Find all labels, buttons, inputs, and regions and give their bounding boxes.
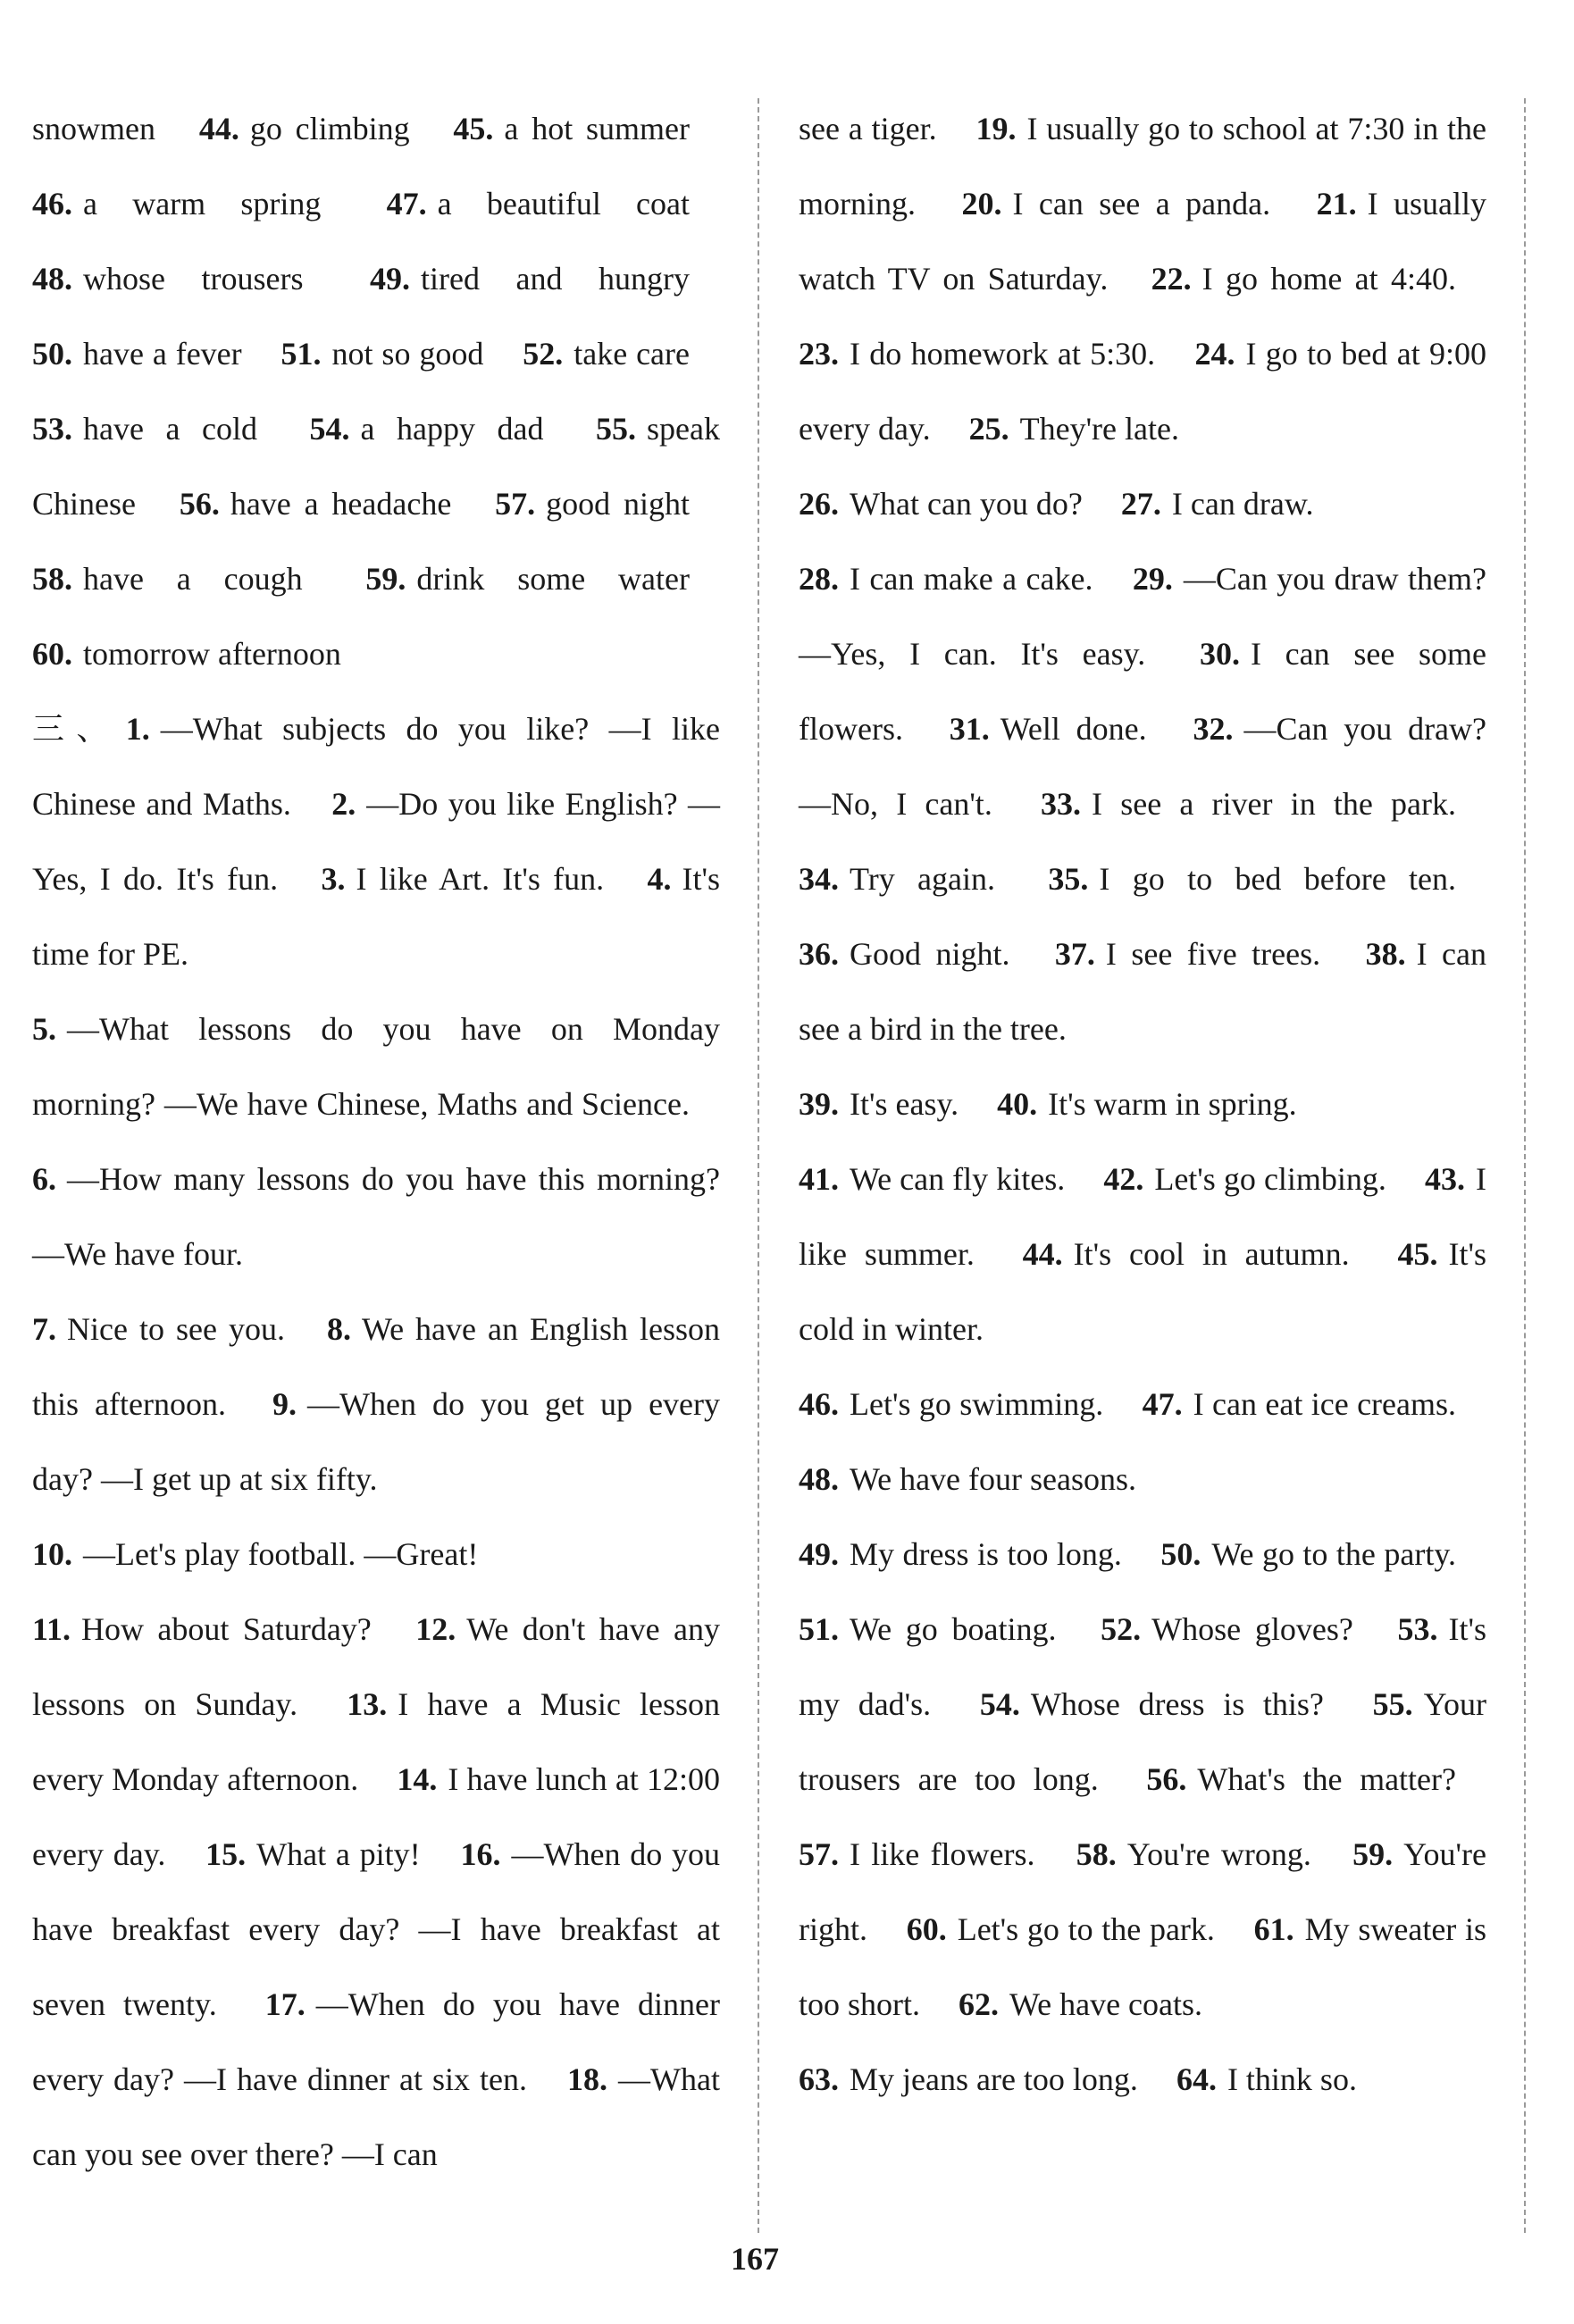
answer-item xyxy=(799,1161,1095,1197)
answer-text: —How many lessons do you have this morning? —We have four. xyxy=(32,1161,720,1272)
answer-column-left xyxy=(32,91,720,2192)
answer-text: whose trousers xyxy=(83,261,304,297)
item-number: 51. xyxy=(799,1611,839,1647)
item-number: 59. xyxy=(1352,1836,1394,1872)
item-number: 7. xyxy=(32,1311,56,1347)
answer-item xyxy=(32,1536,508,1572)
answer-item xyxy=(32,261,334,297)
answer-text: Nice to see you. xyxy=(67,1311,285,1347)
item-number: 50. xyxy=(1160,1536,1201,1572)
item-number: 53. xyxy=(32,411,72,447)
answer-text: I think so. xyxy=(1227,2061,1357,2097)
answer-item xyxy=(32,111,186,146)
item-number: 58. xyxy=(32,561,72,597)
answer-item xyxy=(1023,1236,1380,1272)
answer-item xyxy=(799,861,1026,897)
item-number: 27. xyxy=(1120,486,1161,522)
answer-text: I go home at 4:40. xyxy=(1201,261,1457,297)
item-number: 28. xyxy=(799,561,839,597)
answer-item xyxy=(205,1836,451,1872)
answer-item xyxy=(365,561,720,597)
item-number: 17. xyxy=(264,1986,306,2022)
answer-text: It's time for PE. xyxy=(32,861,721,972)
item-number: 49. xyxy=(370,261,411,297)
answer-item xyxy=(1143,1386,1486,1422)
section-marker: 三、 xyxy=(32,711,121,747)
answer-text: I see a river in the park. xyxy=(1092,786,1457,822)
answer-item xyxy=(453,111,720,146)
answer-item xyxy=(799,1611,1086,1647)
answer-text: I can see some flowers. xyxy=(799,636,1487,747)
answer-item xyxy=(799,1386,1134,1422)
answer-item xyxy=(1041,786,1486,822)
answer-item xyxy=(980,1686,1354,1722)
answer-item xyxy=(321,861,634,897)
item-number: 57. xyxy=(495,486,536,522)
answer-text: We have coats. xyxy=(1009,1986,1203,2022)
answer-text: I can make a cake. xyxy=(850,561,1093,597)
answer-text: We go boating. xyxy=(850,1611,1057,1647)
item-number: 64. xyxy=(1176,2061,1217,2097)
item-number: 47. xyxy=(1142,1386,1183,1422)
item-number: 12. xyxy=(415,1611,456,1647)
item-number: 50. xyxy=(32,336,72,372)
answer-item xyxy=(523,336,720,372)
item-number: 16. xyxy=(460,1836,501,1872)
answer-text: —When do you have dinner every day? —I have dinner at six ten. xyxy=(32,1986,721,2097)
item-number: 43. xyxy=(1425,1161,1466,1197)
item-number: 59. xyxy=(365,561,406,597)
answer-text: I like flowers. xyxy=(850,1836,1035,1872)
answer-item xyxy=(799,936,1040,972)
answer-item xyxy=(997,1086,1327,1122)
item-number: 51. xyxy=(280,336,322,372)
item-number: 10. xyxy=(32,1536,72,1572)
item-number: 48. xyxy=(32,261,72,297)
item-number: 56. xyxy=(179,486,220,522)
answer-text: Let's go to the park. xyxy=(957,1911,1215,1947)
item-number: 46. xyxy=(799,1386,839,1422)
answer-text: —Do you like English? —Yes, I do. It's fun. xyxy=(32,786,720,897)
item-number: 37. xyxy=(1054,936,1095,972)
answer-text: tomorrow afternoon xyxy=(83,636,341,672)
answer-item xyxy=(32,1311,315,1347)
answer-item xyxy=(387,186,720,222)
item-number: 54. xyxy=(309,411,350,447)
item-number: 62. xyxy=(959,1986,1000,2022)
answer-text: You're right. xyxy=(799,1836,1487,1947)
answer-item xyxy=(1176,2061,1387,2097)
answer-item xyxy=(799,486,1113,522)
answer-item xyxy=(32,186,351,222)
answer-item xyxy=(799,2061,1168,2097)
item-number: 44. xyxy=(1022,1236,1063,1272)
item-number: 57. xyxy=(799,1836,839,1872)
answer-item xyxy=(799,1536,1152,1572)
answer-text: —Let's play football. —Great! xyxy=(83,1536,479,1572)
answer-text: drink some water xyxy=(416,561,690,597)
item-number: 5. xyxy=(32,1011,56,1047)
answer-text: It's warm in spring. xyxy=(1048,1086,1297,1122)
answer-text: It's cool in autumn. xyxy=(1073,1236,1350,1272)
item-number: 34. xyxy=(799,861,839,897)
item-number: 24. xyxy=(1194,336,1235,372)
item-number: 58. xyxy=(1076,1836,1117,1872)
answer-text: speak Chinese xyxy=(32,411,721,522)
answer-item xyxy=(799,1086,989,1122)
item-number: 44. xyxy=(198,111,239,146)
answer-text: I have a Music lesson every Monday afternoon. xyxy=(32,1686,720,1797)
answer-text: My jeans are too long. xyxy=(850,2061,1138,2097)
item-number: 35. xyxy=(1048,861,1089,897)
answer-item xyxy=(32,411,288,447)
item-number: 8. xyxy=(326,1311,351,1347)
answer-item xyxy=(32,561,333,597)
answer-text: We go to the party. xyxy=(1211,1536,1457,1572)
answer-text: —When do you have breakfast every day? —I have breakfast at seven twenty. xyxy=(32,1836,721,2022)
item-number: 47. xyxy=(386,186,427,222)
answer-text: I can draw. xyxy=(1171,486,1314,522)
answer-text: tired and hungry xyxy=(421,261,691,297)
answer-text: Let's go swimming. xyxy=(850,1386,1104,1422)
answer-text: We can fly kites. xyxy=(850,1161,1066,1197)
answer-text: —What subjects do you like? —I like Chinese and Maths. xyxy=(32,711,720,822)
answer-text: Good night. xyxy=(850,936,1010,972)
answer-item xyxy=(370,261,720,297)
answer-text: take care xyxy=(574,336,691,372)
item-number: 41. xyxy=(799,1161,839,1197)
item-number: 29. xyxy=(1132,561,1173,597)
answer-item xyxy=(799,1461,1167,1497)
answer-text: I like Art. It's fun. xyxy=(356,861,605,897)
item-number: 52. xyxy=(523,336,564,372)
item-number: 4. xyxy=(647,861,672,897)
answer-item xyxy=(799,561,1123,597)
answer-text: Your trousers are too long. xyxy=(799,1686,1487,1797)
answer-column-right xyxy=(799,91,1486,2117)
item-number: 55. xyxy=(1372,1686,1413,1722)
item-number: 18. xyxy=(567,2061,608,2097)
answer-text: a warm spring xyxy=(83,186,322,222)
item-number: 21. xyxy=(1316,186,1357,222)
answer-item xyxy=(32,1011,720,1122)
answer-item xyxy=(1121,486,1344,522)
answer-text: see a tiger. xyxy=(799,111,937,146)
answer-item xyxy=(969,411,1210,447)
column-divider xyxy=(1524,98,1526,2233)
item-number: 46. xyxy=(32,186,72,222)
item-number: 13. xyxy=(347,1686,388,1722)
column-divider xyxy=(758,98,759,2233)
answer-text: —Can you draw? —No, I can't. xyxy=(799,711,1487,822)
answer-item xyxy=(950,711,1177,747)
answer-text: I have lunch at 12:00 every day. xyxy=(32,1761,720,1872)
answer-text: It's my dad's. xyxy=(799,1611,1487,1722)
answer-text: I usually go to school at 7:30 in the morning. xyxy=(799,111,1487,222)
answer-item xyxy=(1101,1611,1384,1647)
answer-text: Whose gloves? xyxy=(1151,1611,1353,1647)
answer-text: —What can you see over there? —I can xyxy=(32,2061,720,2172)
item-number: 25. xyxy=(968,411,1009,447)
item-number: 11. xyxy=(32,1611,71,1647)
item-number: 6. xyxy=(32,1161,56,1197)
answer-item xyxy=(495,486,720,522)
answer-item xyxy=(32,636,372,672)
answer-text: How about Saturday? xyxy=(81,1611,372,1647)
answer-text: I can see a panda. xyxy=(1012,186,1271,222)
answer-text: We have four seasons. xyxy=(850,1461,1136,1497)
answer-text: have a fever xyxy=(83,336,242,372)
answer-text: I usually watch TV on Saturday. xyxy=(799,186,1486,297)
answer-text: a hot summer xyxy=(504,111,690,146)
answer-item xyxy=(281,336,515,372)
item-number: 54. xyxy=(979,1686,1020,1722)
answer-text: have a headache xyxy=(230,486,452,522)
answer-text: I go to bed at 9:00 every day. xyxy=(799,336,1487,447)
item-number: 45. xyxy=(1397,1236,1438,1272)
answer-text: I go to bed before ten. xyxy=(1099,861,1457,897)
item-number: 61. xyxy=(1253,1911,1294,1947)
item-number: 45. xyxy=(453,111,494,146)
answer-text: My sweater is too short. xyxy=(799,1911,1486,2022)
answer-text: I can see a bird in the tree. xyxy=(799,936,1486,1047)
answer-item xyxy=(1103,1161,1417,1197)
item-number: 20. xyxy=(961,186,1002,222)
answer-text: —Can you draw them? —Yes, I can. It's easy. xyxy=(799,561,1486,672)
item-number: 63. xyxy=(799,2061,839,2097)
item-number: 40. xyxy=(997,1086,1038,1122)
answer-text: Whose dress is this? xyxy=(1030,1686,1324,1722)
item-number: 31. xyxy=(949,711,990,747)
item-number: 55. xyxy=(596,411,637,447)
answer-item xyxy=(799,336,1185,372)
item-number: 14. xyxy=(397,1761,438,1797)
answer-text: have a cough xyxy=(83,561,303,597)
answer-item xyxy=(959,1986,1233,2022)
answer-text: I like summer. xyxy=(799,1161,1487,1272)
answer-item xyxy=(32,1161,720,1272)
item-number: 15. xyxy=(205,1836,247,1872)
answer-text: not so good xyxy=(331,336,484,372)
answer-item xyxy=(1055,936,1351,972)
answer-text: What can you do? xyxy=(850,486,1083,522)
answer-text: We don't have any lessons on Sunday. xyxy=(32,1611,721,1722)
answer-text: It's easy. xyxy=(850,1086,959,1122)
item-number: 53. xyxy=(1397,1611,1438,1647)
item-number: 3. xyxy=(321,861,346,897)
answer-text: a beautiful coat xyxy=(437,186,691,222)
answer-text: My dress is too long. xyxy=(850,1536,1122,1572)
answer-text: Try again. xyxy=(850,861,996,897)
page-number: 167 xyxy=(731,2241,779,2277)
answer-item xyxy=(1146,1761,1486,1797)
item-number: 49. xyxy=(799,1536,839,1572)
answer-item xyxy=(799,111,967,146)
item-number: 9. xyxy=(272,1386,297,1422)
item-number: 33. xyxy=(1041,786,1082,822)
answer-text: —When do you get up every day? —I get up at six fifty. xyxy=(32,1386,721,1497)
answer-item xyxy=(961,186,1301,222)
answer-item xyxy=(1048,861,1486,897)
answer-text: —What lessons do you have on Monday morning? —We have Chinese, Maths and Science. xyxy=(32,1011,720,1122)
item-number: 39. xyxy=(799,1086,839,1122)
answer-text: Well done. xyxy=(1000,711,1147,747)
item-number: 56. xyxy=(1146,1761,1187,1797)
answer-text: It's cold in winter. xyxy=(799,1236,1486,1347)
item-number: 48. xyxy=(799,1461,839,1497)
item-number: 38. xyxy=(1365,936,1406,972)
answer-item xyxy=(907,1911,1245,1947)
item-number: 2. xyxy=(331,786,356,822)
answer-text: We have an English lesson this afternoon. xyxy=(32,1311,721,1422)
answer-text: a happy dad xyxy=(360,411,544,447)
answer-text: What a pity! xyxy=(256,1836,421,1872)
item-number: 42. xyxy=(1103,1161,1144,1197)
answer-item xyxy=(1160,1536,1486,1572)
item-number: 26. xyxy=(799,486,839,522)
answer-text: snowmen xyxy=(32,111,155,146)
answer-item xyxy=(1076,1836,1342,1872)
answer-text: I see five trees. xyxy=(1105,936,1321,972)
item-number: 1. xyxy=(125,711,150,747)
item-number: 60. xyxy=(32,636,72,672)
answer-item xyxy=(199,111,440,146)
item-number: 36. xyxy=(799,936,839,972)
answer-text: They're late. xyxy=(1019,411,1179,447)
answer-text: good night xyxy=(546,486,691,522)
answer-item xyxy=(1151,261,1486,297)
answer-text: I can eat ice creams. xyxy=(1193,1386,1456,1422)
answer-item xyxy=(32,336,272,372)
answer-text: Let's go climbing. xyxy=(1154,1161,1386,1197)
item-number: 60. xyxy=(906,1911,947,1947)
answer-text: have a cold xyxy=(83,411,257,447)
item-number: 19. xyxy=(975,111,1017,146)
answer-text: I do homework at 5:30. xyxy=(850,336,1156,372)
answer-item xyxy=(32,1611,402,1647)
item-number: 30. xyxy=(1199,636,1240,672)
answer-text: go climbing xyxy=(249,111,410,146)
item-number: 52. xyxy=(1101,1611,1142,1647)
answer-item xyxy=(799,1836,1065,1872)
item-number: 22. xyxy=(1151,261,1192,297)
answer-text: You're wrong. xyxy=(1126,1836,1311,1872)
answer-item xyxy=(180,486,482,522)
answer-item xyxy=(310,411,574,447)
item-number: 32. xyxy=(1193,711,1234,747)
answer-text: What's the matter? xyxy=(1197,1761,1457,1797)
item-number: 23. xyxy=(799,336,839,372)
